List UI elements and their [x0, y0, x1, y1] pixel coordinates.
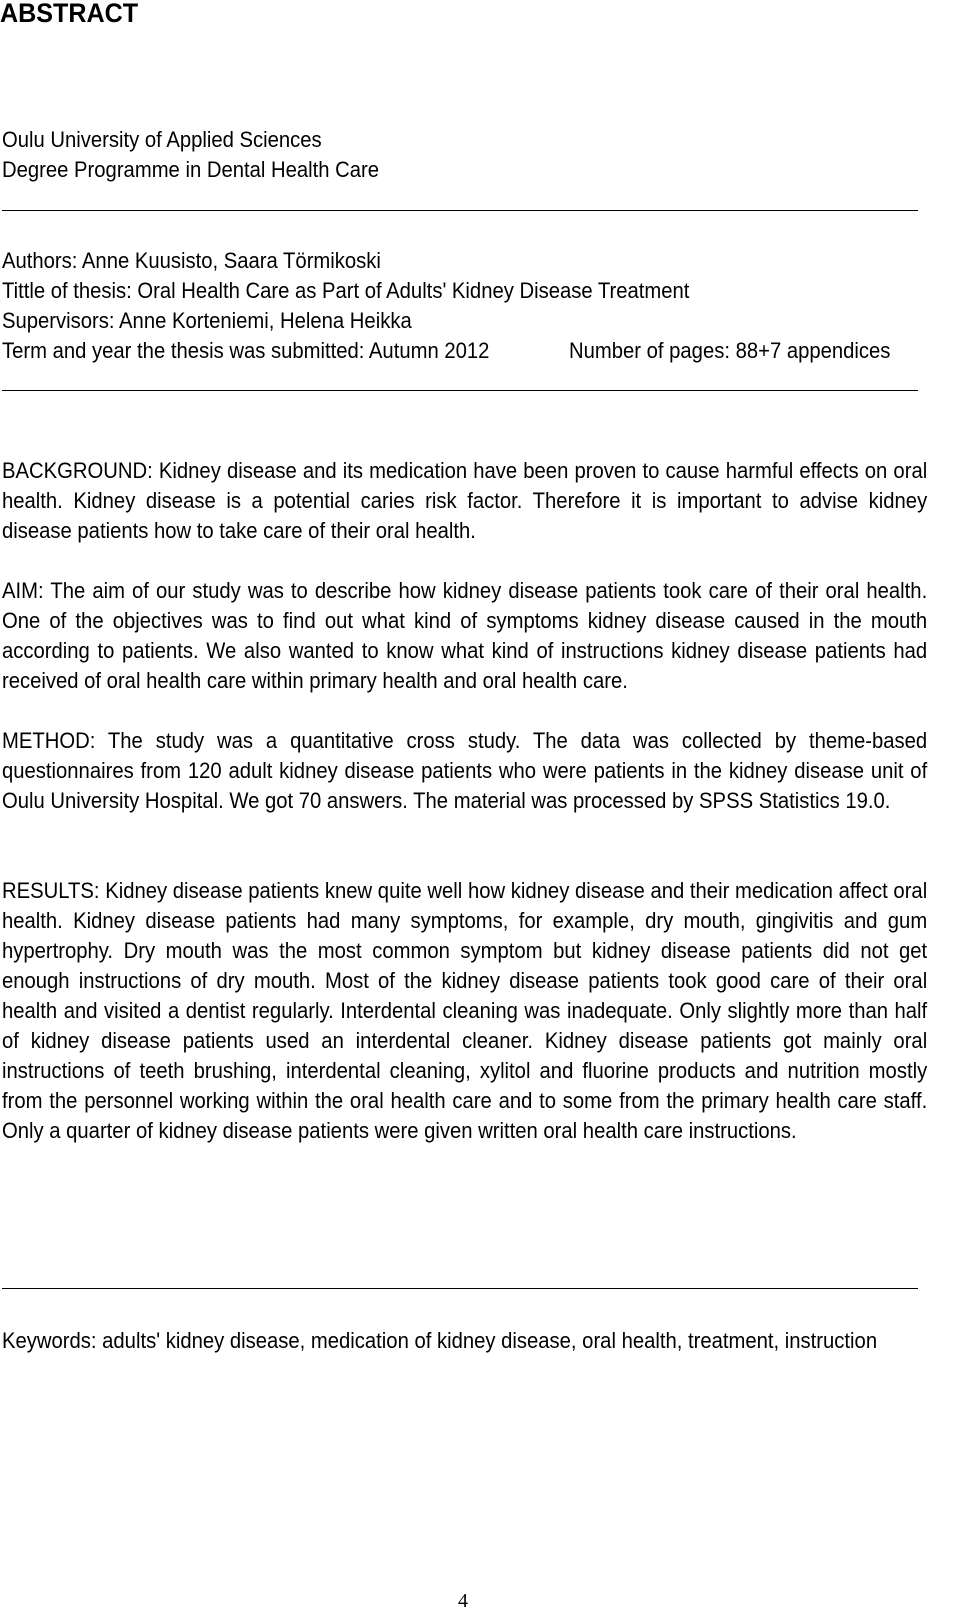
results-paragraph: RESULTS: Kidney disease patients knew quite well how kidney disease and their medication affect oral health. Kidney disease patients had many symptoms, for example, dry mouth, gingivitis and gum hypertrophy. Dry mouth was the most common symptom but kidney disease patients did not get enough instructions of dry mouth. Most of the kidney disease patients took good care of their oral health and visited a dentist regularly. Interdental cleaning was inadequate. Only slightly more than half of kidney disease patients used an interdental cleaner. Kidney disease patients got mainly oral instructions of teeth brushing, interdental cleaning, xylitol and fluorine products and nutrition mostly from the personnel working within the oral health care and to some from the primary health care staff. Only a quarter of kidney disease patients were given written oral health care instructions.	[2, 878, 928, 1143]
degree-programme: Degree Programme in Dental Health Care	[2, 157, 380, 182]
institution: Oulu University of Applied Sciences	[2, 127, 322, 152]
method-paragraph: METHOD: The study was a quantitative cross study. The data was collected by theme-based questionnaires from 120 adult kidney disease patients who were patients in the kidney disease unit of Oulu University Hospital. We got 70 answers. The material was processed by SPSS Statistics 19.0.	[2, 728, 928, 813]
submission-term: Term and year the thesis was submitted: Autumn 2012	[2, 338, 490, 363]
divider-middle	[2, 390, 918, 391]
background-paragraph: BACKGROUND: Kidney disease and its medication have been proven to cause harmful effects on oral health. Kidney disease is a potential caries risk factor. Therefore it is important to advise kidney disease patients how to take care of their oral health.	[2, 458, 928, 543]
divider-top	[2, 210, 918, 211]
authors: Authors: Anne Kuusisto, Saara Törmikoski	[2, 248, 381, 273]
keywords-paragraph: Keywords: adults' kidney disease, medication of kidney disease, oral health, treatment, instruction	[2, 1328, 878, 1353]
abstract-heading: ABSTRACT	[0, 0, 139, 28]
divider-bottom	[2, 1288, 918, 1289]
aim-paragraph: AIM: The aim of our study was to describe how kidney disease patients took care of their oral health. One of the objectives was to find out what kind of symptoms kidney disease caused in the mouth according to patients. We also wanted to know what kind of instructions kidney disease patients had received of oral health care within primary health and oral health care.	[2, 578, 928, 693]
page-count: Number of pages: 88+7 appendices	[569, 338, 891, 363]
page-number: 4	[458, 1590, 468, 1612]
supervisors: Supervisors: Anne Korteniemi, Helena Heikka	[2, 308, 412, 333]
thesis-title: Tittle of thesis: Oral Health Care as Part of Adults' Kidney Disease Treatment	[2, 278, 690, 303]
